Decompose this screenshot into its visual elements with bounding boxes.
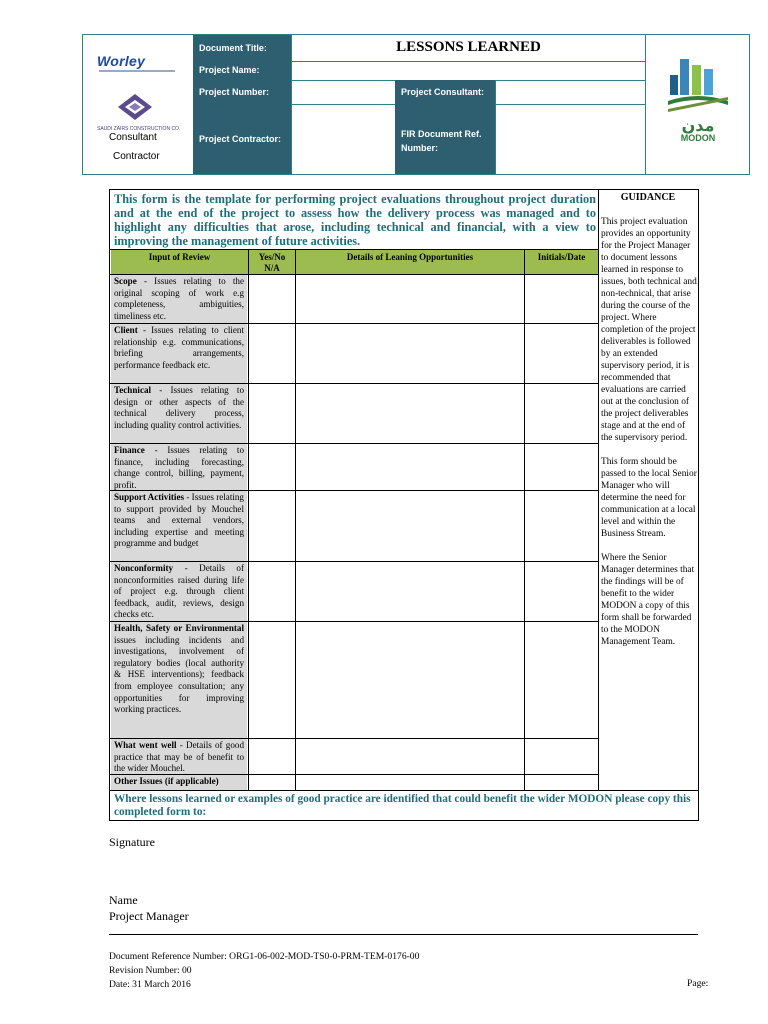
row-title: What went well bbox=[114, 740, 177, 750]
guidance-body bbox=[601, 216, 697, 660]
signature-label: Signature bbox=[109, 835, 155, 849]
row-text: - Details of good practice that may be of benefit to the wider Mouchel. bbox=[114, 740, 244, 774]
document-footer bbox=[109, 950, 419, 992]
row-text: - Issues relating to support provided by Mouchel teams and external vendors, including expertise and meeting programme and budget bbox=[114, 492, 244, 549]
document-header bbox=[82, 34, 750, 175]
guidance-paragraph-3: Where the Senior Manager determines that the findings will be of benefit to the wider MODON a copy of this form shall be forwarded to the MODON Management Team. bbox=[601, 553, 695, 647]
modon-logo-icon bbox=[646, 35, 750, 174]
footer-divider bbox=[109, 934, 698, 935]
szcc-logo-icon bbox=[115, 93, 155, 123]
contractor-label: Contractor bbox=[113, 151, 160, 162]
review-row-hse bbox=[111, 622, 247, 738]
project-number-field[interactable] bbox=[291, 80, 395, 104]
modon-logo-text: MODON bbox=[680, 133, 716, 143]
project-contractor-label: Project Contractor: bbox=[193, 104, 291, 174]
worley-logo-underline bbox=[99, 70, 175, 72]
document-reference-number: Document Reference Number: ORG1-06-002-MOD-TS0-0-PRM-TEM-0176-00 bbox=[109, 951, 420, 962]
row-title: Nonconformity bbox=[114, 563, 174, 573]
grid-line bbox=[295, 249, 296, 791]
review-row-client bbox=[111, 324, 247, 383]
consultant-label: Consultant bbox=[109, 132, 157, 143]
col-header-initials: Initials/Date bbox=[525, 250, 598, 274]
col-header-details: Details of Leaning Opportunities bbox=[296, 250, 524, 274]
guidance-divider bbox=[598, 190, 599, 791]
review-row-support bbox=[111, 491, 247, 561]
document-date: Date: 31 March 2016 bbox=[109, 979, 191, 990]
form-intro: This form is the template for performing project evaluations throughout project duration and at the end of the project to assess how the delivery process was managed and to highlight any difficulties that arose, including technical and financial, with a view to improving the management of future activities. bbox=[114, 192, 596, 248]
project-name-field[interactable] bbox=[291, 61, 645, 80]
row-title: Scope bbox=[114, 276, 137, 286]
col-header-yesno-line1: Yes/No bbox=[258, 252, 286, 262]
row-text: - Issues relating to design or other aspects of the technical delivery process, including quality control activities. bbox=[114, 385, 244, 430]
col-header-input: Input of Review bbox=[111, 250, 248, 274]
worley-logo: Worley bbox=[97, 53, 146, 69]
row-text: - Details of nonconformities raised during life of project e.g. through client feedback, audit, reviews, design checks etc. bbox=[114, 563, 244, 620]
document-title-label: Document Title: bbox=[193, 35, 291, 61]
row-title: Support Activities bbox=[114, 492, 185, 502]
grid-line bbox=[524, 249, 525, 791]
name-label: Name bbox=[109, 893, 138, 907]
row-text: - Issues relating to finance, including forecasting, change control, billing, payment, profit. bbox=[114, 445, 244, 490]
modon-logo-panel bbox=[645, 35, 750, 174]
review-row-nonconformity bbox=[111, 562, 247, 621]
row-title: Health, Safety or Environmental bbox=[114, 623, 244, 633]
fir-document-ref-field[interactable] bbox=[495, 104, 645, 174]
revision-number: Revision Number: 00 bbox=[109, 965, 192, 976]
fir-label-line2: Number: bbox=[401, 143, 439, 153]
project-consultant-field[interactable] bbox=[495, 80, 645, 104]
guidance-paragraph-1: This project evaluation provides an opportunity for the Project Manager to document lessons learned in response to issues, both technical and non-technical, that arise during the course of the project. Where completion of the project deliverables is followed by an extended supervisory period, it is recommended that evaluations are carried out at the conclusion of the project deliverables stage and at the end of the supervisory period. bbox=[601, 217, 697, 443]
row-title: Technical bbox=[114, 385, 152, 395]
row-title: Other Issues (if applicable) bbox=[114, 776, 219, 786]
lessons-learned-form bbox=[109, 189, 699, 821]
review-row-other bbox=[111, 775, 247, 790]
modon-arabic-text: مدن bbox=[681, 116, 715, 135]
fir-document-ref-label bbox=[395, 104, 495, 174]
review-row-technical bbox=[111, 384, 247, 443]
grid-line bbox=[110, 790, 698, 791]
guidance-paragraph-2: This form should be passed to the local Senior Manager who will determine the need for communication at a local level and within the Business Stream. bbox=[601, 457, 697, 539]
review-row-what-went-well bbox=[111, 739, 247, 774]
left-logo-panel bbox=[83, 35, 194, 174]
col-header-yesno bbox=[249, 250, 295, 274]
project-contractor-field[interactable] bbox=[291, 104, 395, 174]
row-text: - Issues relating to client relationship e.g. communications, briefing arrangements, performance feedback etc. bbox=[114, 325, 244, 370]
szcc-logo-text: SAUDI ZAIRS CONSTRUCTION CO. bbox=[97, 126, 181, 132]
project-name-label: Project Name: bbox=[193, 61, 291, 80]
guidance-title: GUIDANCE bbox=[620, 192, 676, 203]
review-row-finance bbox=[111, 444, 247, 490]
row-text: - Issues relating to the original scoping of work e.g completeness, ambiguities, timeliness etc. bbox=[114, 276, 244, 321]
project-manager-label: Project Manager bbox=[109, 909, 189, 923]
col-header-yesno-line2: N/A bbox=[264, 263, 280, 273]
document-title-value: LESSONS LEARNED bbox=[291, 35, 645, 61]
row-text: issues including incidents and investigations, involvement of regulatory bodies (local authority & HSE interventions); feedback from employee consultation; any opportunities for improving working practices. bbox=[114, 634, 244, 715]
form-footer-note: Where lessons learned or examples of good practice are identified that could benefit the wider MODON please copy this completed form to: bbox=[114, 793, 691, 818]
project-consultant-label: Project Consultant: bbox=[395, 80, 495, 104]
page-number-label: Page: bbox=[687, 978, 709, 989]
review-row-scope bbox=[111, 275, 247, 323]
project-number-label: Project Number: bbox=[193, 80, 291, 104]
grid-line bbox=[248, 249, 249, 791]
fir-label-line1: FIR Document Ref. bbox=[401, 129, 482, 139]
row-title: Client bbox=[114, 325, 138, 335]
row-title: Finance bbox=[114, 445, 145, 455]
